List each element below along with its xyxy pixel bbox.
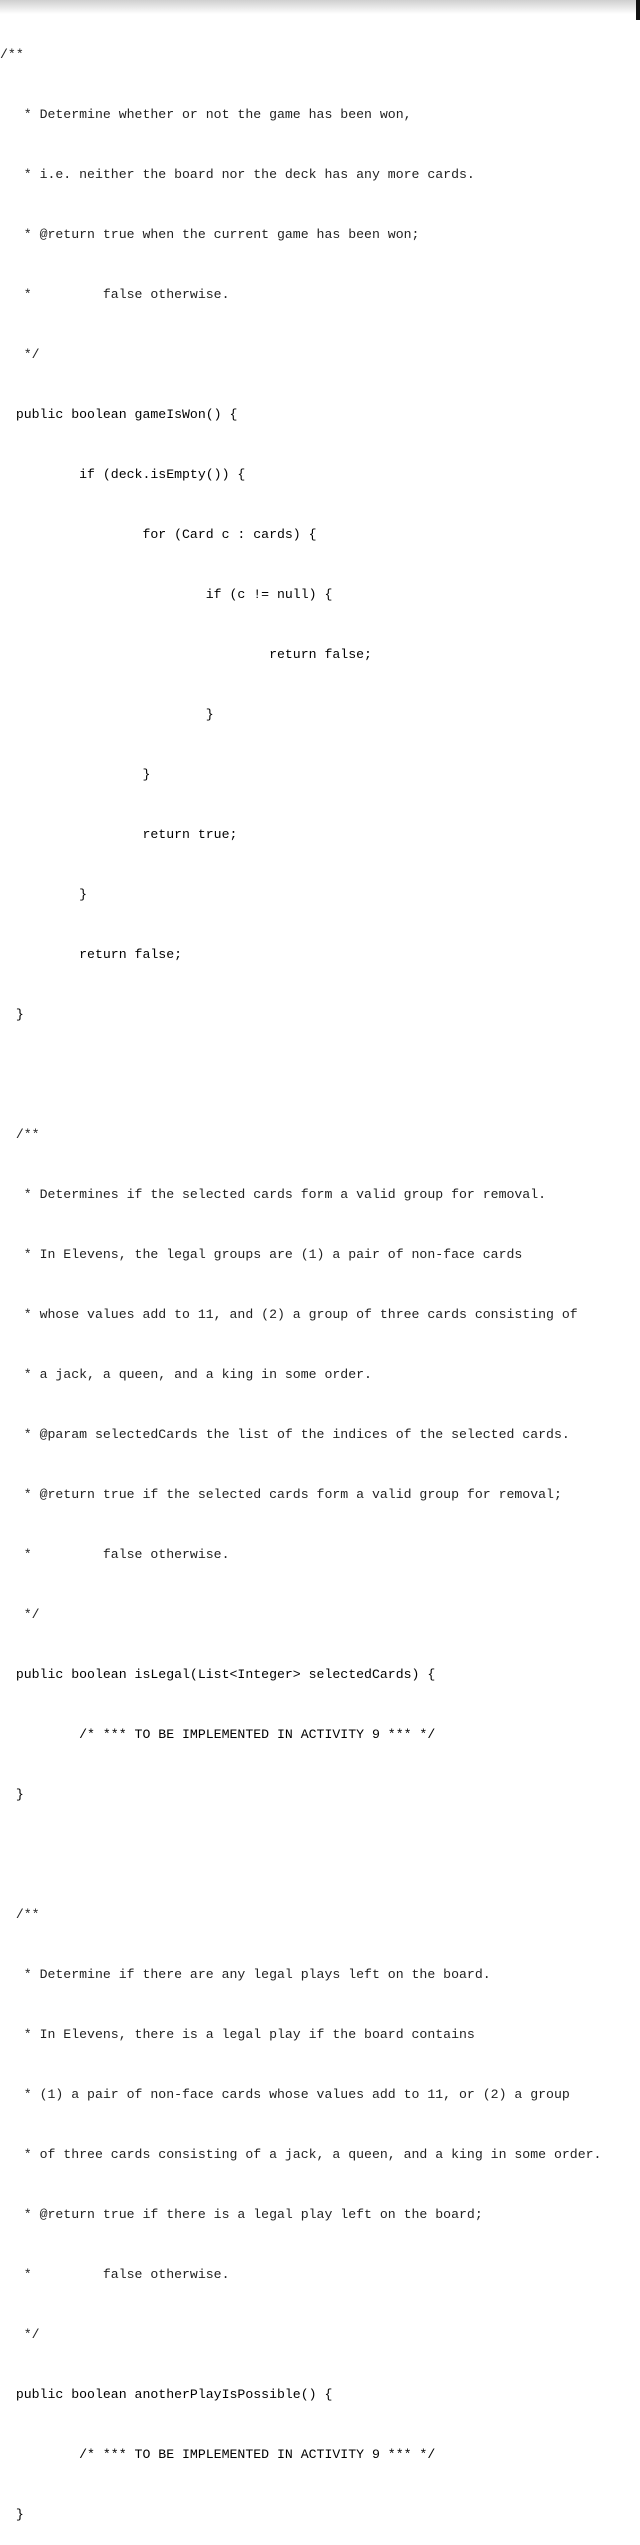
code-line: for (Card c : cards) {: [0, 527, 317, 542]
code-line: }: [0, 1787, 24, 1802]
code-line: [0, 1845, 640, 1865]
code-line: /**: [0, 47, 24, 62]
code-line: */: [0, 347, 40, 362]
code-line: * false otherwise.: [0, 287, 230, 302]
code-line: * Determine if there are any legal plays left on the board.: [0, 1967, 491, 1982]
code-listing: [0, 5, 640, 2545]
code-line: * In Elevens, the legal groups are (1) a pair of non-face cards: [0, 1247, 523, 1262]
code-line: /* *** TO BE IMPLEMENTED IN ACTIVITY 9 *** */: [0, 1727, 436, 1742]
code-line: return false;: [0, 647, 372, 662]
code-line: * of three cards consisting of a jack, a queen, and a king in some order.: [0, 2147, 602, 2162]
code-line: /**: [0, 1907, 40, 1922]
code-line: public boolean gameIsWon() {: [0, 407, 238, 422]
code-line: if (deck.isEmpty()) {: [0, 467, 246, 482]
code-line: }: [0, 707, 214, 722]
code-line: public boolean isLegal(List<Integer> selectedCards) {: [0, 1667, 436, 1682]
code-line: * @return true if there is a legal play left on the board;: [0, 2207, 483, 2222]
code-line: * (1) a pair of non-face cards whose values add to 11, or (2) a group: [0, 2087, 570, 2102]
code-line: * @return true if the selected cards form a valid group for removal;: [0, 1487, 562, 1502]
code-line: }: [0, 1007, 24, 1022]
code-line: */: [0, 1607, 40, 1622]
code-line: * @return true when the current game has been won;: [0, 227, 420, 242]
code-line: * Determines if the selected cards form a valid group for removal.: [0, 1187, 547, 1202]
code-line: */: [0, 2327, 40, 2342]
code-line: /**: [0, 1127, 40, 1142]
code-line: [0, 1065, 640, 1085]
code-line: if (c != null) {: [0, 587, 333, 602]
code-line: * i.e. neither the board nor the deck has any more cards.: [0, 167, 475, 182]
code-line: * a jack, a queen, and a king in some order.: [0, 1367, 372, 1382]
code-line: * Determine whether or not the game has been won,: [0, 107, 412, 122]
code-line: * In Elevens, there is a legal play if the board contains: [0, 2027, 475, 2042]
code-line: return true;: [0, 827, 238, 842]
code-line: /* *** TO BE IMPLEMENTED IN ACTIVITY 9 *** */: [0, 2447, 436, 2462]
code-line: * false otherwise.: [0, 1547, 230, 1562]
code-line: }: [0, 767, 151, 782]
code-line: public boolean anotherPlayIsPossible() {: [0, 2387, 333, 2402]
code-line: }: [0, 887, 88, 902]
code-line: * false otherwise.: [0, 2267, 230, 2282]
code-line: * whose values add to 11, and (2) a group of three cards consisting of: [0, 1307, 578, 1322]
code-line: return false;: [0, 947, 183, 962]
code-line: * @param selectedCards the list of the indices of the selected cards.: [0, 1427, 570, 1442]
code-line: }: [0, 2507, 24, 2522]
